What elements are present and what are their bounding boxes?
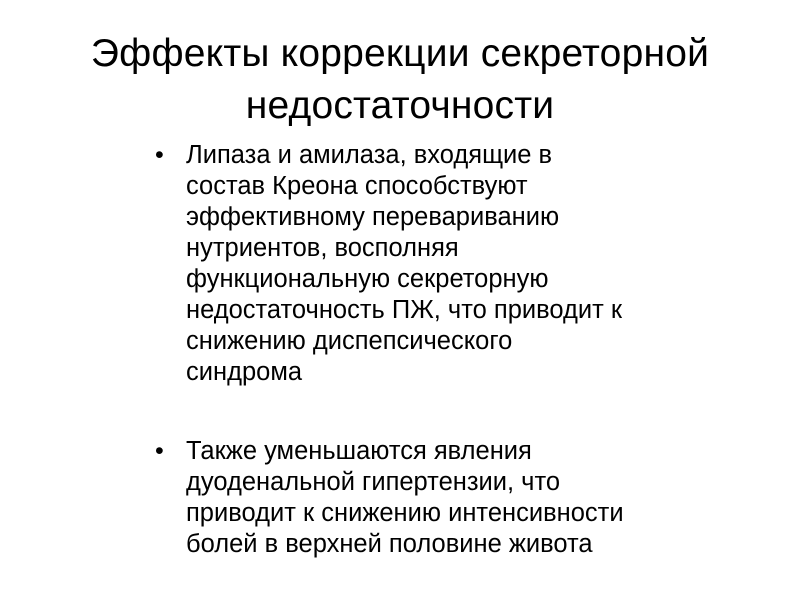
bullet-line: функциональную секреторную xyxy=(186,265,549,293)
bullet-dot-icon: • xyxy=(155,437,164,465)
bullet-line: Липаза и амилаза, входящие в xyxy=(186,141,553,169)
bullet-line: состав Креона способствуют xyxy=(186,172,528,200)
bullet-line: болей в верхней половине живота xyxy=(186,530,593,558)
bullet-line: приводит к снижению интенсивности xyxy=(186,499,624,527)
bullet-line: синдрома xyxy=(186,358,303,386)
bullet-item-enzymes xyxy=(150,140,750,388)
title-line-2: недостаточности xyxy=(245,84,555,127)
bullet-line: нутриентов, восполняя xyxy=(186,234,459,262)
bullet-dot-icon: • xyxy=(155,141,164,169)
bullet-line: эффективному перевариванию xyxy=(186,203,560,231)
title-line-1: Эффекты коррекции секреторной xyxy=(90,32,710,75)
bullet-item-hypertension xyxy=(150,436,750,560)
bullet-line: Также уменьшаются явления xyxy=(186,437,532,465)
bullet-line: недостаточность ПЖ, что приводит к xyxy=(186,296,623,324)
bullet-line: снижению диспепсического xyxy=(186,327,513,355)
bullet-list xyxy=(150,140,750,560)
slide-title xyxy=(30,28,770,132)
bullet-line: дуоденальной гипертензии, что xyxy=(186,468,561,496)
